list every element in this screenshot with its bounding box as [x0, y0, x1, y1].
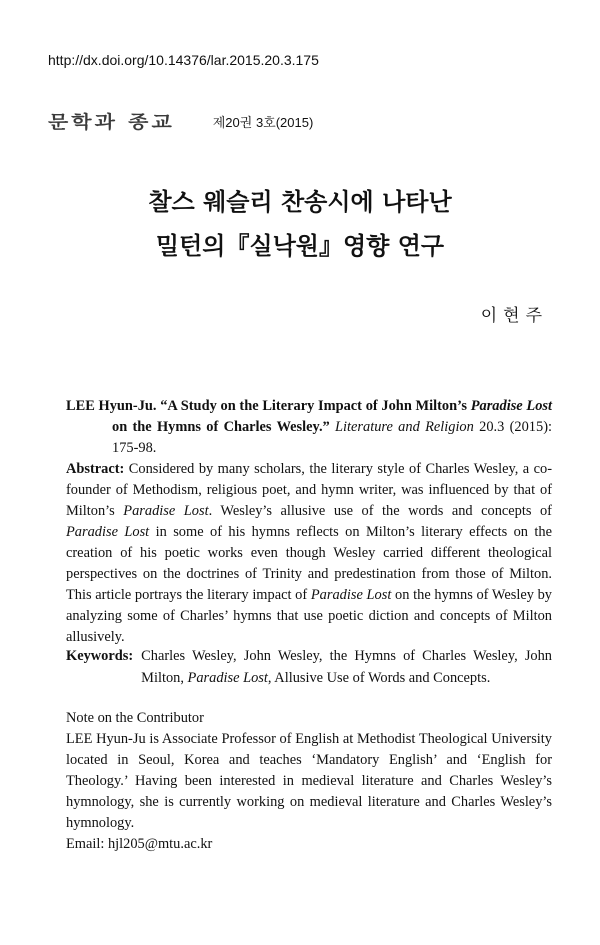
abstract-label: Abstract: — [66, 461, 125, 477]
paper-title — [0, 180, 600, 268]
abstract-italic: Paradise Lost — [66, 524, 150, 540]
abstract-segment: on the hymns of Wesley by analyzing some of Charles’ hymns that use poetic diction and concepts of Milton allusively. — [66, 587, 553, 645]
title-line-1: 찰스 웨슬리 찬송시에 나타난 — [148, 188, 452, 216]
keywords-segment: Charles Wesley, John Wesley, the Hymns of Charles Wesley, John Milton, — [141, 648, 552, 686]
journal-header — [48, 106, 313, 136]
abstract-text — [66, 459, 552, 648]
keywords-segment: , Allusive Use of Words and Concepts. — [267, 670, 491, 686]
journal-logo: 문학과 종교 — [48, 111, 175, 133]
keywords-italic: Paradise Lost — [187, 670, 268, 686]
keywords-section — [66, 645, 552, 689]
contributor-email[interactable]: Email: hjl205@mtu.ac.kr — [66, 836, 213, 852]
abstract-italic: Paradise Lost — [123, 503, 209, 519]
citation-journal: Literature and Religion — [335, 419, 474, 435]
citation — [66, 396, 552, 459]
journal-issue: 제20권 3호(2015) — [212, 114, 314, 130]
abstract-section — [66, 396, 552, 648]
contributor-bio: LEE Hyun-Ju is Associate Professor of English at Methodist Theological University located in Seoul, Korea and teaches ‘Mandatory English’ and ‘English for Theology.’ Having been interested in medieval literature and Charles Wesley’s hymnology, she is currently working on medieval literature and Charles Wesley’s hymnology. — [66, 731, 552, 831]
author-name-korean: 이현주 — [480, 306, 548, 326]
abstract-segment: . Wesley’s allusive use of the words and concepts of — [208, 503, 552, 519]
abstract-segment: in some of his hymns reflects on Milton’s literary effects on the creation of his poetic works even though Wesley carried different theological perspectives on the doctrines of Trinity and predestination from those of Milton. This article portrays the literary impact of — [66, 524, 553, 603]
abstract-segment: Considered by many scholars, the literary style of Charles Wesley, a co-founder of Methodism, religious poet, and hymn writer, was influenced by that of Milton’s — [66, 461, 552, 519]
contributor-note — [66, 708, 552, 855]
citation-details: 20.3 (2015): 175-98. — [112, 419, 552, 456]
keywords-text — [141, 645, 552, 689]
title-line-2: 밀턴의『실낙원』영향 연구 — [155, 232, 445, 260]
citation-text: on the Hymns of Charles Wesley.” — [112, 419, 336, 435]
keywords-label: Keywords: — [66, 648, 134, 664]
abstract-italic: Paradise Lost — [310, 587, 392, 603]
citation-text: LEE Hyun-Ju. “A Study on the Literary Impact of John Milton’s — [66, 398, 471, 414]
contributor-heading: Note on the Contributor — [66, 710, 204, 726]
citation-italic-title: Paradise Lost — [470, 398, 552, 414]
doi-link[interactable]: http://dx.doi.org/10.14376/lar.2015.20.3.175 — [48, 52, 319, 68]
